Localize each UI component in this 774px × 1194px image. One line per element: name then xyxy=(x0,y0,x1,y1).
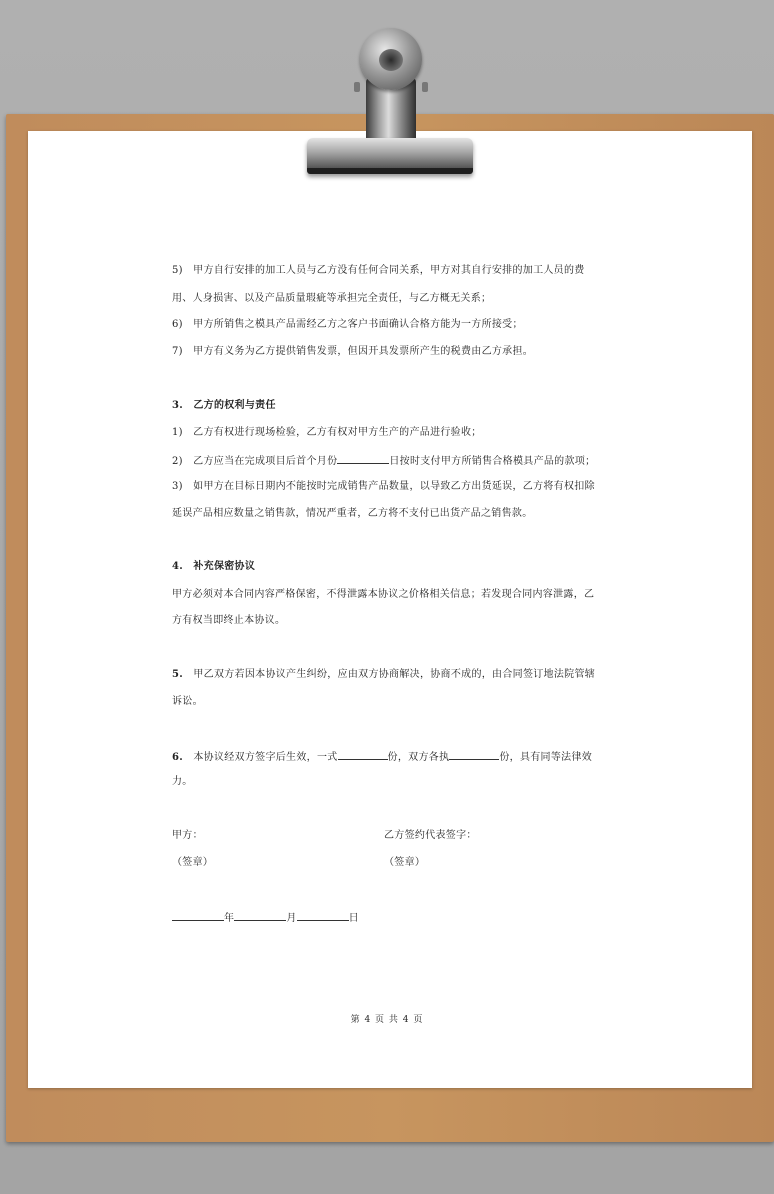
day-blank xyxy=(297,910,349,921)
payment-day-blank xyxy=(337,453,389,464)
clause-b3-line2: 延误产品相应数量之销售款，情况严重者，乙方将不支付已出货产品之销售款。 xyxy=(172,508,533,519)
clause-a5-line2: 用、人身损害、以及产品质量瑕疵等承担完全责任，与乙方概无关系； xyxy=(172,293,492,304)
section-4-heading: 4. 补充保密协议 xyxy=(172,561,256,572)
section-5-line1 xyxy=(172,668,595,682)
section-3-heading: 3. 乙方的权利与责任 xyxy=(172,400,276,411)
year-label: 年 xyxy=(224,913,235,924)
section-6-text-a: 本协议经双方签字后生效，一式 xyxy=(183,752,338,763)
clause-b2-text-a: 2) 乙方应当在完成项目后首个月份 xyxy=(172,456,338,467)
section-6-line1 xyxy=(172,749,592,765)
section-6-text-b: 份，双方各执 xyxy=(387,752,450,763)
section-6-text-c: 份，具有同等法律效 xyxy=(499,752,593,763)
page-number: 第 4 页 共 4 页 xyxy=(350,1015,424,1025)
section-5-text: 甲乙双方若因本协议产生纠纷，应由双方协商解决，协商不成的，由合同签订地法院管辖 xyxy=(183,669,596,680)
section-6-line2: 力。 xyxy=(172,776,193,787)
section-5-line2: 诉讼。 xyxy=(172,696,203,707)
date-line xyxy=(172,910,359,926)
party-b-label: 乙方签约代表签字： xyxy=(384,830,477,841)
clause-b2 xyxy=(172,453,595,469)
copies-total-blank xyxy=(338,749,388,760)
section-5-number: 5. xyxy=(172,669,184,680)
clause-a5-line1: 5) 甲方自行安排的加工人员与乙方没有任何合同关系，甲方对其自行安排的加工人员的费 xyxy=(172,265,585,276)
year-blank xyxy=(172,910,224,921)
clause-b3-line1: 3) 如甲方在目标日期内不能按时完成销售产品数量，以导致乙方出货延误，乙方将有权扣除 xyxy=(172,481,595,492)
section-6-number: 6. xyxy=(172,752,184,763)
clause-b2-text-b: 日按时支付甲方所销售合格模具产品的款项； xyxy=(389,456,596,467)
party-b-seal: （签章） xyxy=(384,857,426,868)
clause-a7: 7) 甲方有义务为乙方提供销售发票，但因开具发票所产生的税费由乙方承担。 xyxy=(172,346,534,357)
section-4-line1: 甲方必须对本合同内容严格保密，不得泄露本协议之价格相关信息；若发现合同内容泄露，乙 xyxy=(172,589,595,600)
month-blank xyxy=(234,910,286,921)
day-label: 日 xyxy=(348,913,359,924)
clause-b1: 1) 乙方有权进行现场检验，乙方有权对甲方生产的产品进行验收； xyxy=(172,427,482,438)
section-4-line2: 方有权当即终止本协议。 xyxy=(172,615,286,626)
copies-each-blank xyxy=(449,749,499,760)
month-label: 月 xyxy=(286,913,297,924)
clause-a6: 6) 甲方所销售之模具产品需经乙方之客户书面确认合格方能为一方所接受； xyxy=(172,319,523,330)
party-a-label: 甲方： xyxy=(172,830,203,841)
party-a-seal: （签章） xyxy=(172,857,214,868)
